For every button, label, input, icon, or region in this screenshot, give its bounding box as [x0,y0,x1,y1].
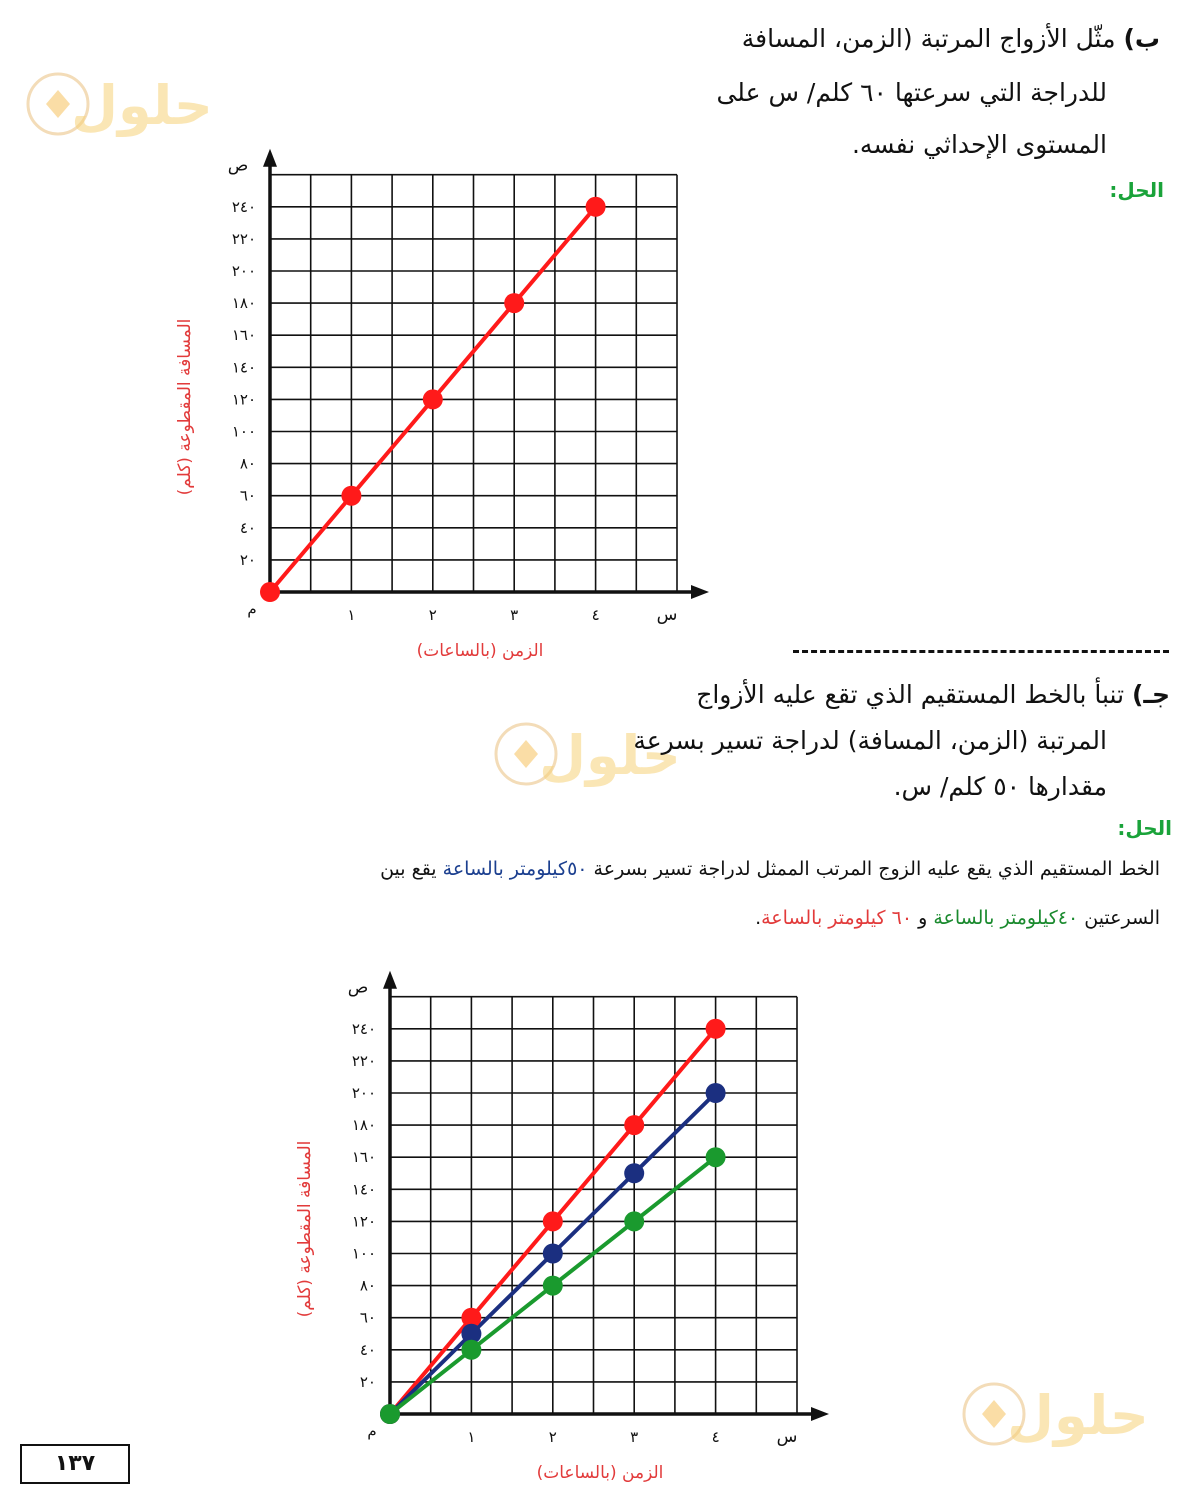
y-tick-label: ٢٤٠ [351,1019,376,1038]
data-point [624,1163,644,1183]
question-c-text1: تنبأ بالخط المستقيم الذي تقع عليه الأزواج [696,680,1125,709]
data-point [706,1083,726,1103]
y-tick-label: ٦٠ [239,486,256,505]
x-axis-label: الزمن (بالساعات) [416,641,544,661]
y-tick-label: ٢٢٠ [231,229,256,248]
y-tick-label: ٢٤٠ [231,197,256,216]
x-axis-name: س [656,605,678,625]
data-point [380,1404,400,1424]
x-tick-label: ٣ [630,1428,639,1446]
y-tick-label: ٤٠ [359,1340,376,1359]
data-point [706,1147,726,1167]
y-tick-label: ١٠٠ [231,422,256,441]
data-point [543,1211,563,1231]
y-tick-label: ١٨٠ [351,1116,376,1135]
watermark-logo [958,1372,1168,1452]
x-tick-label: ٤ [711,1428,720,1446]
dashed-divider [793,650,1169,653]
data-point [543,1276,563,1296]
question-b-text1: مثّل الأزواج المرتبة (الزمن، المسافة [741,24,1116,53]
watermark-text: حلول [1007,1384,1149,1447]
question-c-line3: مقدارها ٥٠ كلم/ س. [893,772,1107,801]
answer-speed-50: ٥٠كيلومتر بالساعة [442,858,588,880]
y-axis-name: ص [227,155,249,176]
solution-label-c: الحل: [1117,816,1172,840]
y-axis-arrow [263,149,277,167]
y-tick-label: ١٤٠ [351,1180,376,1199]
y-axis-label: المسافة المقطوعة (كلم) [175,318,195,496]
data-point [423,389,443,409]
y-tick-label: ٨٠ [239,454,256,473]
solution-label-b: الحل: [1109,178,1164,202]
y-tick-label: ١٠٠ [351,1244,376,1263]
data-point [624,1115,644,1135]
origin-label: م [247,600,257,618]
question-c-line2: المرتبة (الزمن، المسافة) لدراجة تسير بسرعة [633,726,1107,755]
question-b-line2: للدراجة التي سرعتها ٦٠ كلم/ س على [716,78,1107,107]
y-tick-label: ١٢٠ [231,390,256,409]
data-point [624,1211,644,1231]
y-tick-label: ١٨٠ [231,294,256,313]
x-tick-label: ١ [467,1428,476,1446]
answer-text: يقع بين [380,858,443,880]
y-tick-label: ٢٠ [359,1372,376,1391]
data-point [260,582,280,602]
y-tick-label: ٨٠ [359,1276,376,1295]
answer-line2 [755,907,1160,929]
data-point [341,486,361,506]
page-number: ١٣٧ [20,1444,130,1484]
watermark-text: حلول [71,74,213,137]
y-tick-label: ١٦٠ [231,326,256,345]
y-tick-label: ١٦٠ [351,1148,376,1167]
y-axis-label: المسافة المقطوعة (كلم) [295,1140,315,1318]
data-point [706,1019,726,1039]
answer-text: . [755,907,762,929]
y-tick-label: ١٢٠ [351,1212,376,1231]
question-b-line1 [742,26,1160,51]
watermark-text: حلول [539,724,681,787]
question-b-line3: المستوى الإحداثي نفسه. [851,130,1107,159]
x-tick-label: ٤ [591,606,600,624]
data-point [504,293,524,313]
x-axis-label: الزمن (بالساعات) [536,1463,664,1483]
question-c-line1 [696,682,1170,707]
x-axis-arrow [811,1407,829,1421]
question-b-label: ب) [1123,24,1160,53]
answer-text: و [912,907,934,929]
answer-text: الخط المستقيم الذي يقع عليه الزوج المرتب الممثل لدراجة تسير بسرعة [587,858,1160,880]
answer-text: السرعتين [1078,907,1160,929]
distance-time-chart-60 [150,140,710,665]
y-tick-label: ٢٢٠ [351,1051,376,1070]
x-axis-arrow [691,585,709,599]
data-point [586,197,606,217]
y-tick-label: ٢٠ [239,550,256,569]
data-point [461,1340,481,1360]
watermark-logo [22,62,232,142]
answer-speed-60: ٦٠ كيلومتر بالساعة [761,907,913,929]
x-tick-label: ٢ [428,606,437,624]
y-tick-label: ١٤٠ [231,358,256,377]
distance-time-chart-comparison [270,962,830,1487]
y-axis-arrow [383,971,397,989]
question-c-label: جـ) [1132,680,1170,709]
x-tick-label: ١ [347,606,356,624]
y-tick-label: ٦٠ [359,1308,376,1327]
y-tick-label: ٢٠٠ [351,1084,376,1102]
answer-line1 [380,858,1160,880]
answer-speed-40: ٤٠كيلومتر بالساعة [933,907,1079,929]
x-axis-name: س [776,1427,798,1447]
data-point [543,1244,563,1264]
y-axis-name: ص [347,977,369,998]
origin-label: م [367,1422,377,1440]
y-tick-label: ٤٠ [239,518,256,537]
x-tick-label: ٢ [548,1428,557,1446]
y-tick-label: ٢٠٠ [231,262,256,280]
x-tick-label: ٣ [510,606,519,624]
